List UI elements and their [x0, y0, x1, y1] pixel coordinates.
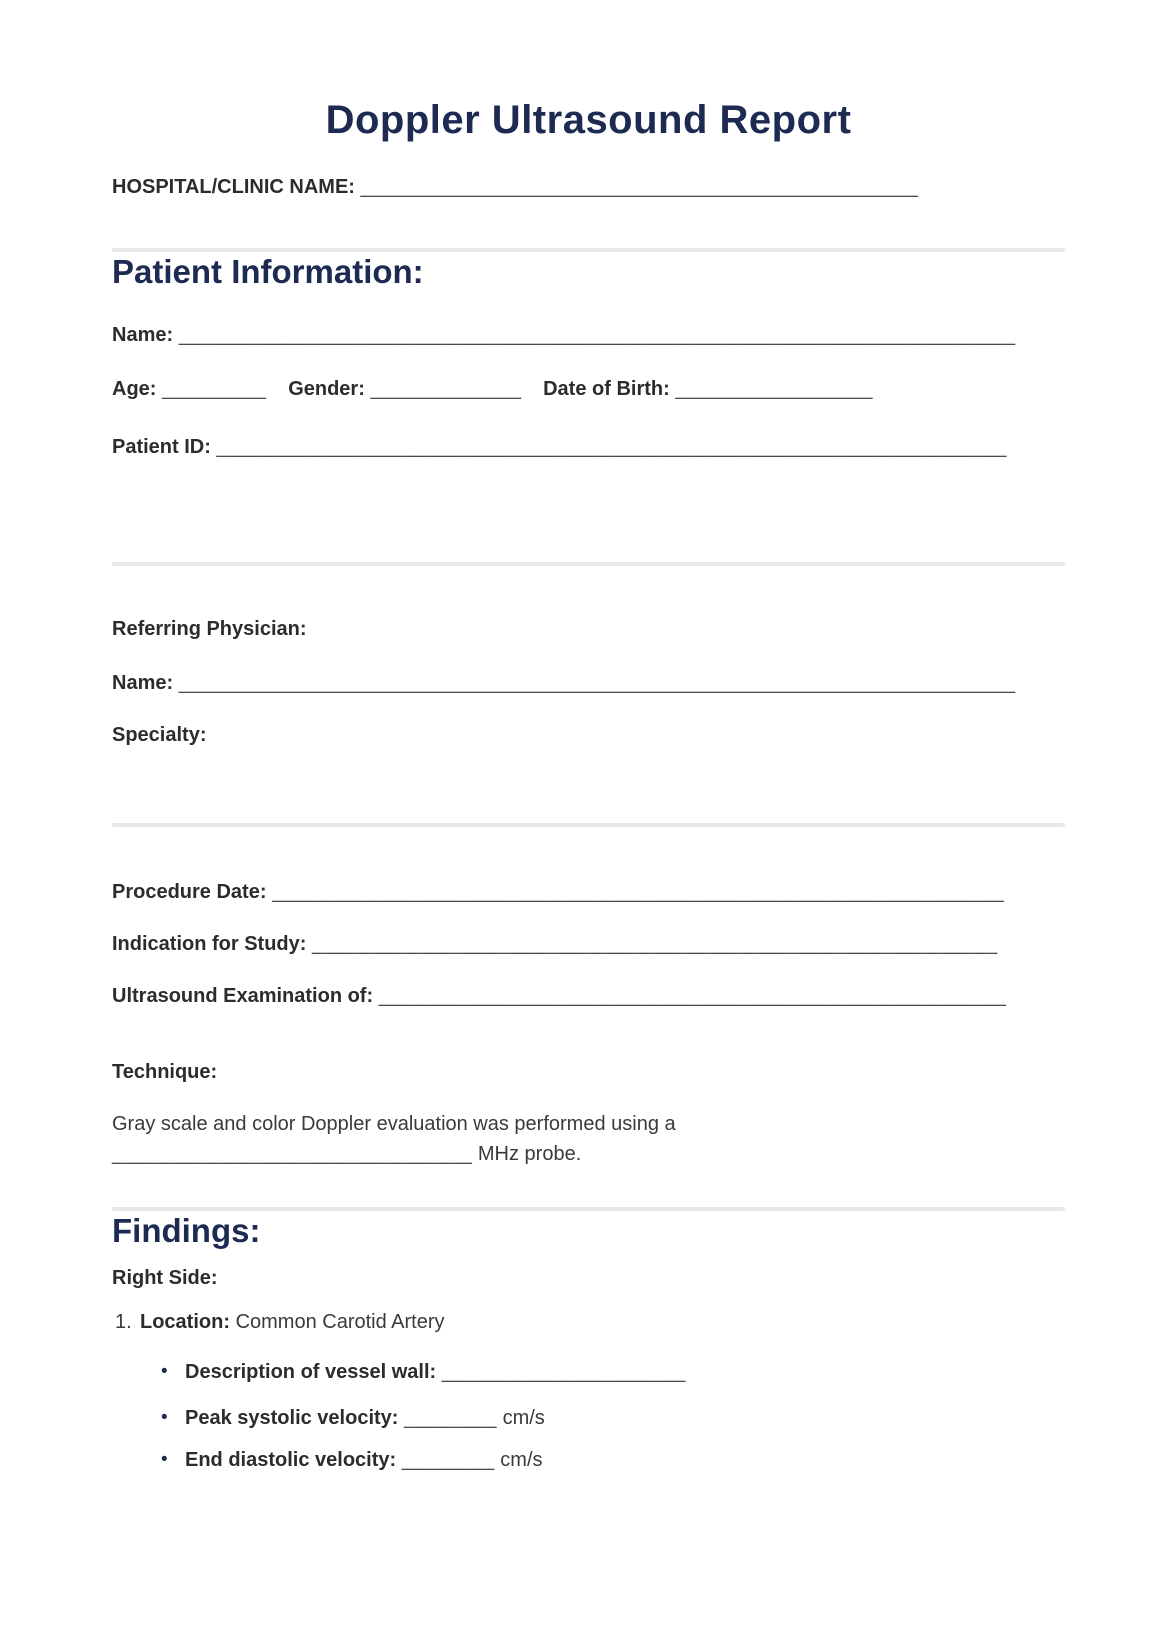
end-diastolic-velocity-unit: cm/s: [500, 1449, 543, 1471]
gender-blank-line: _____________: [370, 378, 522, 400]
peak-systolic-velocity-label: Peak systolic velocity:: [185, 1407, 399, 1429]
procedure-date-row: [112, 879, 1065, 905]
location-label: Location:: [140, 1311, 230, 1333]
date-of-birth-blank-line: _________________: [675, 378, 873, 400]
technique-label: Technique:: [112, 1061, 218, 1083]
patient-name-row: [112, 322, 1065, 348]
technique-probe-suffix: MHz probe.: [477, 1143, 582, 1165]
referring-physician-heading-row: [112, 616, 1065, 642]
location-value: Common Carotid Artery: [235, 1311, 445, 1333]
age-label: Age:: [112, 378, 157, 400]
document-title: Doppler Ultrasound Report: [325, 98, 852, 142]
bullet-icon: •: [161, 1449, 168, 1470]
patient-id-label: Patient ID:: [112, 436, 211, 458]
ultrasound-examination-label: Ultrasound Examination of:: [112, 985, 374, 1007]
patient-id-blank-line: ____________________________________________________________________: [216, 436, 1007, 458]
specialty-label: Specialty:: [112, 724, 207, 746]
referring-physician-name-blank-line: ________________________________________________________________________: [178, 672, 1016, 694]
hospital-name-blank-line: ________________________________________________: [360, 176, 919, 198]
technique-heading-row: [112, 1059, 1065, 1085]
referring-physician-label: Referring Physician:: [112, 618, 307, 640]
right-side-row: [112, 1265, 1065, 1291]
technique-probe-blank-line: _______________________________: [112, 1143, 473, 1165]
indication-for-study-row: [112, 931, 1065, 957]
patient-id-row: [112, 434, 1065, 460]
indication-for-study-blank-line: ___________________________________________________________: [312, 933, 998, 955]
end-diastolic-velocity-content: [185, 1447, 543, 1473]
hospital-name-row: [112, 174, 1065, 200]
technique-text-line1: Gray scale and color Doppler evaluation was performed using a: [112, 1113, 676, 1135]
dob-group: [543, 378, 873, 400]
gender-group: [288, 378, 521, 400]
bullet-icon: •: [161, 1407, 168, 1428]
finding-item-1: [112, 1309, 1065, 1335]
peak-systolic-velocity-content: [185, 1405, 545, 1431]
ultrasound-examination-row: [112, 983, 1065, 1009]
specialty-row: [112, 722, 1065, 748]
hospital-name-label: HOSPITAL/CLINIC NAME:: [112, 176, 355, 198]
section-divider: [112, 562, 1065, 566]
procedure-date-label: Procedure Date:: [112, 881, 267, 903]
end-diastolic-velocity-label: End diastolic velocity:: [185, 1449, 397, 1471]
patient-name-label: Name:: [112, 324, 174, 346]
age-gender-dob-row: [112, 376, 1065, 402]
date-of-birth-label: Date of Birth:: [543, 378, 670, 400]
bullet-icon: •: [161, 1361, 168, 1382]
right-side-label: Right Side:: [112, 1267, 218, 1289]
technique-description: [112, 1109, 1065, 1169]
referring-physician-name-label: Name:: [112, 672, 174, 694]
section-divider: [112, 823, 1065, 827]
procedure-date-blank-line: _______________________________________________________________: [272, 881, 1005, 903]
gender-label: Gender:: [288, 378, 365, 400]
patient-name-blank-line: ________________________________________________________________________: [178, 324, 1016, 346]
vessel-wall-blank-line: _____________________: [441, 1361, 686, 1383]
vessel-wall-label: Description of vessel wall:: [185, 1361, 437, 1383]
end-diastolic-velocity-bullet: [112, 1447, 1065, 1473]
patient-information-heading: Patient Information:: [112, 253, 424, 290]
indication-for-study-label: Indication for Study:: [112, 933, 307, 955]
age-blank-line: _________: [162, 378, 267, 400]
peak-systolic-velocity-unit: cm/s: [502, 1407, 545, 1429]
peak-systolic-velocity-blank-line: ________: [404, 1407, 497, 1429]
referring-physician-name-row: [112, 670, 1065, 696]
end-diastolic-velocity-blank-line: ________: [401, 1449, 495, 1471]
peak-systolic-velocity-bullet: [112, 1405, 1065, 1431]
vessel-wall-bullet: [112, 1359, 1065, 1385]
findings-heading: Findings:: [112, 1212, 261, 1249]
age-group: [112, 378, 267, 400]
finding-item-number: 1.: [115, 1311, 132, 1333]
finding-location: [140, 1309, 445, 1335]
ultrasound-examination-blank-line: ______________________________________________________: [378, 985, 1007, 1007]
vessel-wall-content: [185, 1359, 686, 1385]
